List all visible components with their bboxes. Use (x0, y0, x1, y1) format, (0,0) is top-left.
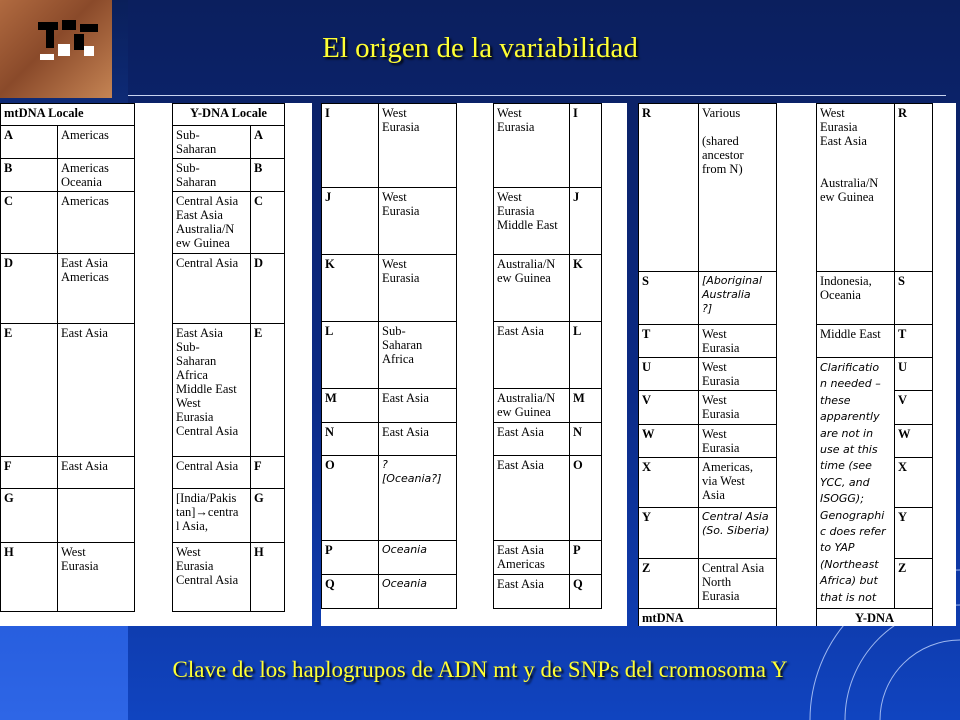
table-row (322, 541, 628, 575)
table-row (639, 325, 957, 358)
mt-locale-cell: East Asia (379, 423, 457, 456)
y-locale-cell: [India/Pakis tan]→centra l Asia, (173, 489, 251, 543)
y-locale-cell: Central Asia (173, 254, 251, 324)
table-row (639, 358, 957, 391)
y-locale-cell: West Eurasia East Asia Australia/N ew Guinea (817, 104, 895, 272)
haplogroup-label: A (251, 126, 285, 159)
mt-locale-cell: East Asia (58, 457, 135, 489)
table-row (1, 192, 313, 254)
y-locale-cell: East Asia (494, 575, 570, 609)
haplogroup-label: S (895, 272, 933, 325)
haplogroup-label: J (322, 188, 379, 255)
mt-locale-cell: West Eurasia (379, 188, 457, 255)
spacer-cell (135, 126, 173, 159)
haplogroup-label: J (570, 188, 602, 255)
haplogroup-label: C (1, 192, 58, 254)
table-row (639, 104, 957, 272)
spacer-cell (135, 489, 173, 543)
table-row (639, 272, 957, 325)
haplogroup-label: Z (895, 558, 933, 608)
haplogroup-label: K (322, 255, 379, 322)
spacer-cell (135, 159, 173, 192)
mt-locale-cell: Americas, via West Asia (699, 457, 777, 507)
haplogroup-label: W (895, 424, 933, 457)
spacer-cell (777, 424, 817, 457)
haplogroup-label: R (895, 104, 933, 272)
haplogroup-label: K (570, 255, 602, 322)
haplogroup-table-i-q (321, 103, 627, 626)
y-locale-cell: East Asia Sub- Saharan Africa Middle East West Eurasia Central Asia (173, 324, 251, 457)
table-a-h (0, 103, 312, 612)
y-locale-cell: East Asia (494, 322, 570, 389)
mt-locale-header: mtDNA Locale (1, 104, 135, 126)
mt-locale-cell: Americas (58, 126, 135, 159)
y-locale-cell: West Eurasia (494, 104, 570, 188)
haplogroup-label: E (1, 324, 58, 457)
haplogroup-label: U (639, 358, 699, 391)
haplogroup-label: A (1, 126, 58, 159)
mt-locale-cell: West Eurasia (699, 358, 777, 391)
haplogroup-label: I (322, 104, 379, 188)
haplogroup-label: S (639, 272, 699, 325)
mt-locale-cell: West Eurasia (379, 104, 457, 188)
haplogroup-label: I (570, 104, 602, 188)
haplogroup-label: D (1, 254, 58, 324)
table-row (639, 457, 957, 507)
mt-locale-cell: West Eurasia (699, 325, 777, 358)
spacer-cell (777, 104, 817, 272)
spacer-cell (457, 322, 494, 389)
haplogroup-label: G (251, 489, 285, 543)
y-locale-cell: Australia/N ew Guinea (494, 389, 570, 423)
spacer-cell (135, 543, 173, 612)
y-locale-cell: Australia/N ew Guinea (494, 255, 570, 322)
table-row (639, 558, 957, 608)
spacer-cell (135, 192, 173, 254)
haplogroup-label: G (1, 489, 58, 543)
haplogroup-label: L (570, 322, 602, 389)
haplogroup-label: H (1, 543, 58, 612)
haplogroup-label: Q (570, 575, 602, 609)
table-row (322, 389, 628, 423)
haplogroup-label: Y (639, 508, 699, 558)
mt-locale-cell: Central Asia (So. Siberia) (699, 508, 777, 558)
y-locale-header: Y-DNA Locale (173, 104, 285, 126)
haplogroup-label: Y (895, 508, 933, 558)
mt-locale-cell: West Eurasia (699, 424, 777, 457)
y-locale-cell: East Asia (494, 456, 570, 541)
haplogroup-label: T (639, 325, 699, 358)
haplogroup-label: Q (322, 575, 379, 609)
mt-locale-cell: Central Asia North Eurasia (699, 558, 777, 608)
haplogroup-label: F (251, 457, 285, 489)
spacer-cell (777, 609, 817, 626)
haplogroup-label: X (639, 457, 699, 507)
table-row (1, 254, 313, 324)
mt-locale-cell: Americas Oceania (58, 159, 135, 192)
ydna-footer: Y-DNA (817, 609, 933, 626)
y-locale-cell: East Asia (494, 423, 570, 456)
spacer-cell (457, 255, 494, 322)
haplogroup-label: L (322, 322, 379, 389)
spacer-cell (777, 325, 817, 358)
table-row (1, 543, 313, 612)
mt-locale-cell: Sub- Saharan Africa (379, 322, 457, 389)
haplogroup-label: F (1, 457, 58, 489)
haplogroup-label: B (1, 159, 58, 192)
haplogroup-label: M (322, 389, 379, 423)
table-r-z (638, 103, 956, 626)
table-row (322, 575, 628, 609)
haplogroup-label: Z (639, 558, 699, 608)
mt-locale-cell: [Aboriginal Australia ?] (699, 272, 777, 325)
spacer-cell (777, 457, 817, 507)
haplogroup-label: D (251, 254, 285, 324)
spacer-cell (457, 456, 494, 541)
table-i-q (321, 103, 627, 609)
mt-locale-cell: Americas (58, 192, 135, 254)
spacer-cell (457, 541, 494, 575)
spacer-cell (777, 508, 817, 558)
haplogroup-table-a-h (0, 103, 312, 626)
spacer-cell (777, 358, 817, 391)
spacer-cell (457, 389, 494, 423)
table-row (322, 456, 628, 541)
spacer-cell (135, 457, 173, 489)
haplogroup-label: C (251, 192, 285, 254)
mt-locale-cell: Oceania (379, 575, 457, 609)
table-row (322, 255, 628, 322)
haplogroup-table-r-z (638, 103, 956, 626)
haplogroup-label: M (570, 389, 602, 423)
haplogroup-label: O (570, 456, 602, 541)
y-locale-cell: Central Asia (173, 457, 251, 489)
table-row (1, 457, 313, 489)
clarification-note: Clarificatio n needed – these apparently are not in use at this time (see YCC, and ISOGG); Genographi c does refer to YAP (Northeast Africa) but that is not (817, 358, 895, 609)
mt-locale-cell: ? [Oceania?] (379, 456, 457, 541)
table-row (322, 188, 628, 255)
table-row (639, 391, 957, 424)
y-locale-cell: Central Asia East Asia Australia/N ew Guinea (173, 192, 251, 254)
y-locale-cell: West Eurasia Central Asia (173, 543, 251, 612)
spacer-cell (777, 272, 817, 325)
table-row (639, 424, 957, 457)
mt-locale-cell: East Asia Americas (58, 254, 135, 324)
haplogroup-label: H (251, 543, 285, 612)
haplogroup-label: W (639, 424, 699, 457)
mt-locale-cell: East Asia (58, 324, 135, 457)
slide-title: El origen de la variabilidad (322, 32, 638, 64)
y-locale-cell: Middle East (817, 325, 895, 358)
table-row (1, 489, 313, 543)
table-row (1, 126, 313, 159)
mt-locale-cell: Various (shared ancestor from N) (699, 104, 777, 272)
mtdna-footer: mtDNA (639, 609, 777, 626)
haplogroup-label: X (895, 457, 933, 507)
y-locale-cell: West Eurasia Middle East (494, 188, 570, 255)
table-row (322, 423, 628, 456)
spacer-cell (135, 254, 173, 324)
haplogroup-label: N (322, 423, 379, 456)
haplogroup-label: O (322, 456, 379, 541)
table-row (322, 322, 628, 389)
y-locale-cell: Indonesia, Oceania (817, 272, 895, 325)
haplogroup-label: V (895, 391, 933, 424)
haplogroup-label: B (251, 159, 285, 192)
mt-locale-cell: Oceania (379, 541, 457, 575)
y-locale-cell: East Asia Americas (494, 541, 570, 575)
spacer-cell (135, 104, 173, 126)
haplogroup-label: P (570, 541, 602, 575)
spacer-cell (457, 104, 494, 188)
mt-locale-cell: West Eurasia (699, 391, 777, 424)
table-row (1, 324, 313, 457)
mt-locale-cell (58, 489, 135, 543)
haplogroup-label: P (322, 541, 379, 575)
haplogroup-label: T (895, 325, 933, 358)
haplogroup-label: N (570, 423, 602, 456)
mt-locale-cell: East Asia (379, 389, 457, 423)
table-row (639, 508, 957, 558)
haplogroup-label: V (639, 391, 699, 424)
y-locale-cell: Sub- Saharan (173, 126, 251, 159)
spacer-cell (457, 575, 494, 609)
spacer-cell (457, 188, 494, 255)
spacer-cell (457, 423, 494, 456)
title-divider (128, 95, 946, 96)
slide-caption: Clave de los haplogrupos de ADN mt y de SNPs del cromosoma Y (172, 657, 788, 682)
y-locale-cell: Sub- Saharan (173, 159, 251, 192)
haplogroup-label: U (895, 358, 933, 391)
spacer-cell (135, 324, 173, 457)
mt-locale-cell: West Eurasia (379, 255, 457, 322)
table-row (322, 104, 628, 188)
table-row (1, 159, 313, 192)
spacer-cell (777, 558, 817, 608)
haplogroup-label: R (639, 104, 699, 272)
spacer-cell (777, 391, 817, 424)
haplogroup-label: E (251, 324, 285, 457)
mt-locale-cell: West Eurasia (58, 543, 135, 612)
